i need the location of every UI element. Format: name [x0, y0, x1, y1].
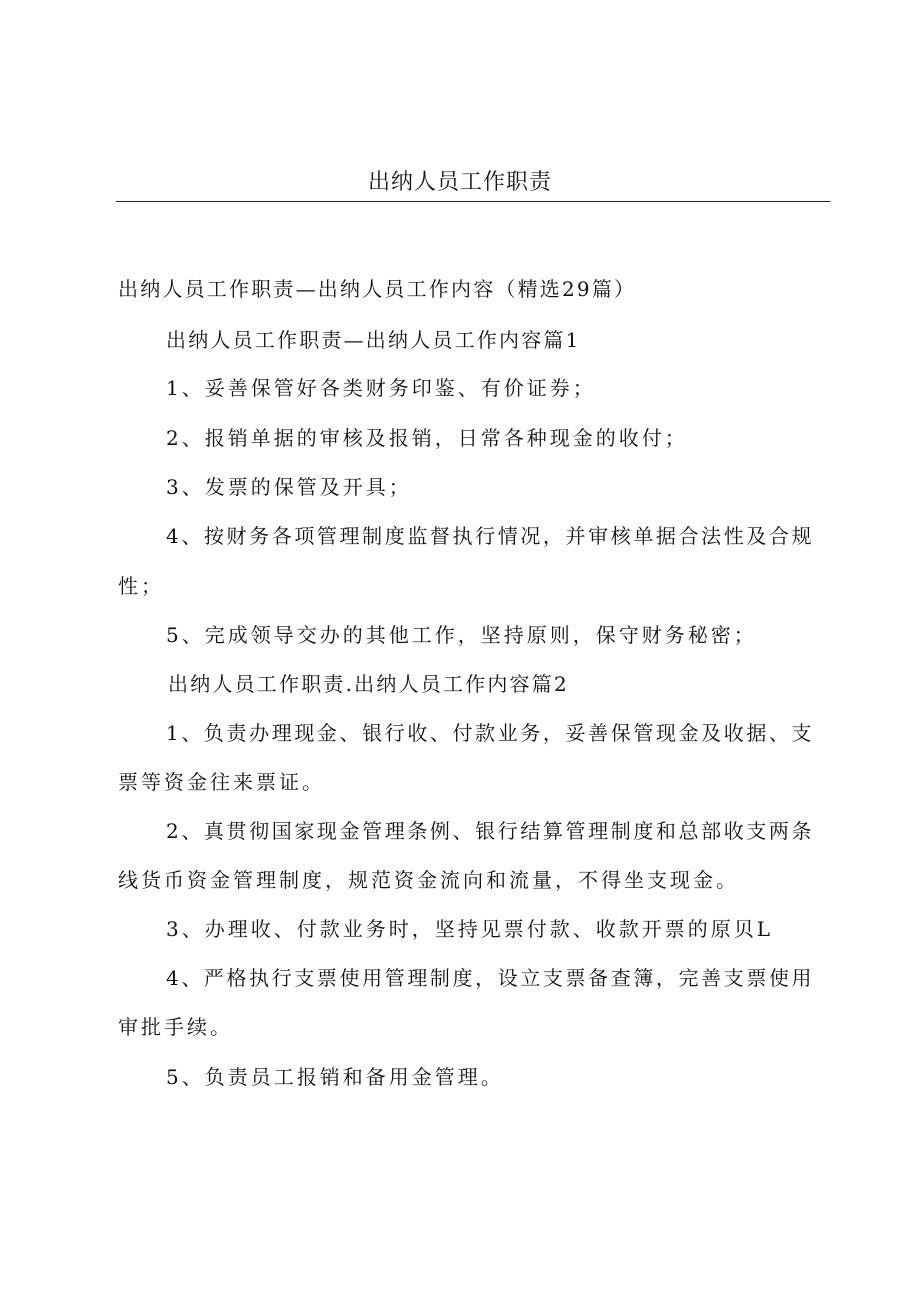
section-heading-2: 出纳人员工作职责.出纳人员工作内容篇2	[168, 672, 569, 696]
paragraph-line: 1、负责办理现金、银行收、付款业务，妥善保管现金及收据、支	[166, 721, 815, 745]
paragraph-line-continued: 票等资金往来票证。	[118, 770, 325, 794]
paragraph-line-continued: 性；	[118, 574, 164, 598]
paragraph-line: 5、负责员工报销和备用金管理。	[166, 1065, 504, 1089]
paragraph-line: 2、报销单据的审核及报销，日常各种现金的收付；	[166, 426, 688, 450]
paragraph-line: 1、妥善保管好各类财务印鉴、有价证券；	[166, 376, 596, 400]
document-title: 出纳人员工作职责	[367, 170, 552, 195]
paragraph-line: 5、完成领导交办的其他工作，坚持原则，保守财务秘密；	[166, 623, 757, 647]
paragraph-line-continued: 审批手续。	[118, 1015, 233, 1039]
paragraph-line: 2、真贯彻国家现金管理条例、银行结算管理制度和总部收支两条	[166, 819, 815, 843]
paragraph-line: 3、发票的保管及开具；	[166, 475, 412, 499]
heading-collection: 出纳人员工作职责—出纳人员工作内容（精选29篇）	[118, 277, 637, 301]
paragraph-line-continued: 线货币资金管理制度，规范资金流向和流量，不得坐支现金。	[118, 868, 739, 892]
section-heading-1: 出纳人员工作职责—出纳人员工作内容篇1	[166, 328, 581, 352]
paragraph-line: 4、按财务各项管理制度监督执行情况，并审核单据合法性及合规	[166, 524, 815, 548]
paragraph-line: 3、办理收、付款业务时，坚持见票付款、收款开票的原贝L	[166, 917, 774, 941]
title-underline	[116, 201, 830, 202]
paragraph-line: 4、严格执行支票使用管理制度，设立支票备查簿，完善支票使用	[166, 966, 815, 990]
